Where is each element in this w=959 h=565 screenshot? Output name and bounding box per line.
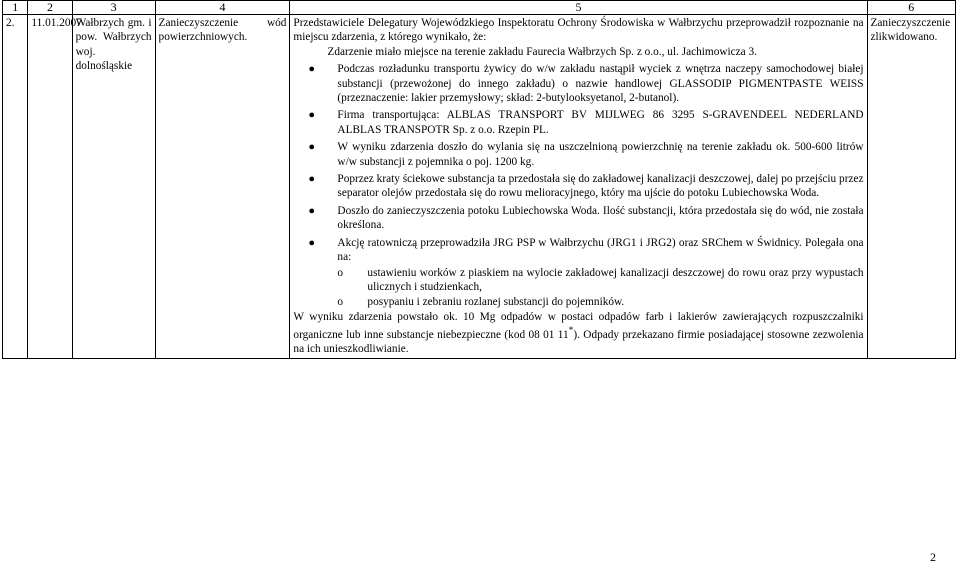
list-item: ● Podczas rozładunku transportu żywicy do w/w zakładu nastąpił wyciek z wnętrza naczepy samochodowej białej substancji (przewożonej do innego zakładu) o nazwie handlowej GLASSODIP PIGMENTPASTE WEISS (przeznaczenie: lakier przemysłowy; skład: 2-butylooksyetanol, 2-butanol).: [308, 63, 864, 105]
incident-description: [290, 15, 867, 359]
list-item: ● Akcję ratowniczą przeprowadziła JRG PSP w Wałbrzychu (JRG1 i JRG2) oraz SRChem w Świdnicy. Polegała ona na:: [308, 236, 864, 264]
col-header-4: 4: [155, 1, 290, 15]
column-numbers-row: [3, 1, 956, 15]
waste-summary: W wyniku zdarzenia powstało ok. 10 Mg odpadów w postaci odpadów farb i lakierów zawierających rozpuszczalniki organiczne lub inne substancje niebezpieczne (kod 08 01 11*). Odpady przekazano firmie posiadającej stosowne zezwolenia na ich unieszkodliwianie.: [293, 310, 864, 356]
description-intro: Przedstawiciele Delegatury Wojewódzkiego Inspektoratu Ochrony Środowiska w Wałbrzychu przeprowadził rozpoznanie na miejscu zdarzenia, z którego wynikało, że:: [293, 17, 864, 44]
description-place: Zdarzenie miało miejsce na terenie zakładu Faurecia Wałbrzych Sp. z o.o., ul. Jachimowicza 3.: [327, 45, 757, 58]
incident-date: 11.01.2007: [28, 15, 72, 359]
bullet-icon: ●: [308, 173, 316, 186]
row-number: 2.: [3, 15, 28, 359]
description-bullets: [293, 62, 863, 264]
bullet-icon: ●: [308, 204, 316, 217]
list-item: ● Firma transportująca: ALBLAS TRANSPORT BV MIJLWEG 86 3295 S-GRAVENDEEL NEDERLAND ALBLAS TRANSPOTR Sp. z o.o. Rzepin PL.: [308, 109, 864, 136]
list-item: ● Poprzez kraty ściekowe substancja ta przedostała się do zakładowej kanalizacji deszczowej, dalej po przejściu przez separator olejów przedostała się do rowu melioracyjnego, który ma ujście do potoku Lubiechowska Woda.: [308, 173, 864, 200]
incident-table: [2, 0, 956, 359]
page-number: 2: [930, 550, 936, 564]
col-header-5: 5: [290, 1, 867, 15]
bullet-icon: ●: [308, 63, 316, 76]
col-header-3: 3: [72, 1, 155, 15]
circle-bullet-icon: o: [337, 266, 344, 279]
bullet-icon: ●: [308, 236, 316, 249]
circle-bullet-icon: o: [337, 296, 344, 309]
bullet-icon: ●: [308, 109, 316, 122]
list-item: o posypaniu i zebraniu rozlanej substancji do pojemników.: [337, 296, 625, 309]
col-header-2: 2: [28, 1, 72, 15]
incident-status: Zanieczyszczenie zlikwidowano.: [867, 15, 955, 359]
incident-type: Zanieczyszczenie wód powierzchniowych.: [155, 15, 290, 359]
col-header-1: 1: [3, 1, 28, 15]
list-item: ● W wyniku zdarzenia doszło do wylania się na uszczelnioną powierzchnię na terenie zakładu ok. 500-600 litrów w/w substancji z pojemnika o poj. 1200 kg.: [308, 141, 864, 168]
rescue-actions-list: [293, 266, 863, 310]
incident-location: Wałbrzych gm. i pow. Wałbrzych woj. dolnośląskie: [72, 15, 155, 359]
bullet-icon: ●: [308, 141, 316, 154]
table-row: [3, 15, 956, 359]
list-item: ● Doszło do zanieczyszczenia potoku Lubiechowska Woda. Ilość substancji, która przedostała się do wód, nie została określona.: [308, 204, 864, 232]
col-header-6: 6: [867, 1, 955, 15]
list-item: o ustawieniu worków z piaskiem na wylocie zakładowej kanalizacji deszczowej do rowu oraz przy wypustach ulicznych i studzienkach,: [337, 266, 864, 293]
